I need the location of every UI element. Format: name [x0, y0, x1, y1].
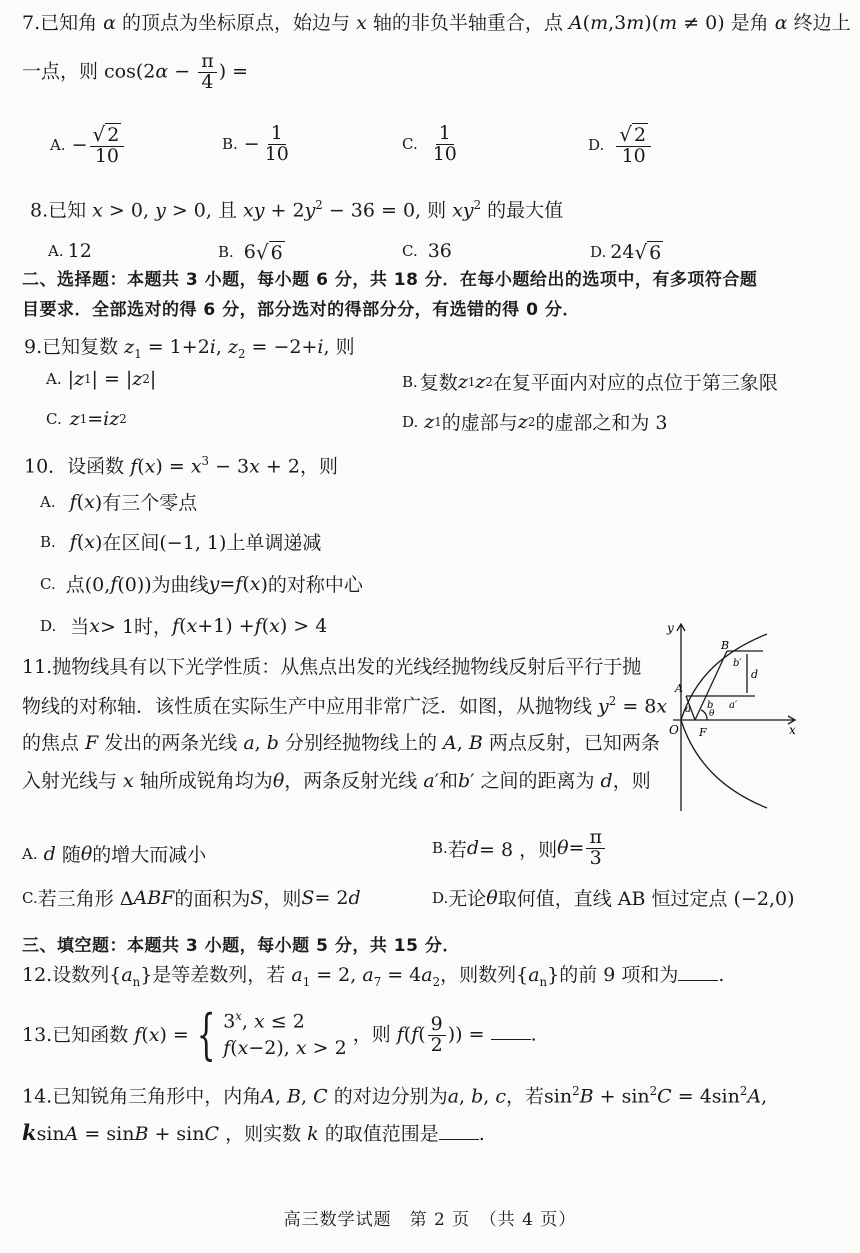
theta-arc: [701, 710, 707, 720]
q11-line2: 物线的对称轴．该性质在实际生产中应用非常广泛．如图，从抛物线 $y^2 = 8x$: [22, 694, 668, 718]
page-footer: 高三数学试题 第 2 页 （共 4 页）: [283, 1210, 577, 1230]
parabola-figure: [655, 616, 830, 816]
q11-option-b: B. 若 d = 8 ，则 θ = $\frac{\pi}{3}$: [432, 828, 607, 869]
q10-stem: 10．设函数 $f(x) = x^3 - 3x + 2$，则: [24, 454, 338, 478]
q14-line1: 14.已知锐角三角形中，内角A, B, C 的对边分别为a, b, c，若$\sin^2B + \sin^2C = 4\sin^2A$,: [22, 1084, 768, 1108]
q7-option-a: A. − $\frac{√ 2}{10}$: [50, 124, 126, 167]
q11-line1: 11.抛物线具有以下光学性质：从焦点出发的光线经抛物线反射后平行于抛: [22, 656, 642, 678]
label-d: d: [751, 668, 759, 681]
q10-option-c: C. 点(0, f (0))为曲线 y = f ( x )的对称中心: [40, 572, 363, 596]
q7-option-c: C. $\frac{1}{10}$: [402, 122, 457, 165]
q9-option-b: B. 复数 z 1 z 2 在复平面内对应的点位于第三象限: [402, 370, 778, 394]
q7-line1: 7.已知角 α 的顶点为坐标原点，始边与 x 轴的非负半轴重合，点 A(m,3m)(m ≠ 0) 是角 α 终边上: [22, 12, 851, 34]
q8-stem: 8.已知 x > 0, y > 0, 且 xy + $2y^2 - 36 = 0$, 则 $xy^2$ 的最大值: [30, 198, 564, 222]
q9-stem: 9.已知复数 $z_1 = 1+2i$, $z_2 = -2+i$, 则: [24, 336, 355, 361]
parabola-curve: [681, 634, 767, 808]
q8-option-a: A. 12: [48, 240, 92, 262]
label-b-prime: b′: [733, 658, 742, 669]
label-a-ray: a: [685, 704, 691, 715]
q11-option-d: D. 无论 θ 取何值，直线 AB 恒过定点 (−2,0): [432, 886, 795, 910]
label-a-point: A: [675, 682, 683, 695]
q9-option-a: A. | z 1 | = | z 2 |: [46, 368, 157, 390]
q9-option-c: C. z 1 = iz 2: [46, 408, 127, 430]
q13-stem: 13.已知函数 f(x) = { 3$^x$, x ≤ 2 f(x−2), x > 2 ，则 f(f( $\frac{9}{2}$ )) = .: [22, 1003, 537, 1066]
section2-heading-line1: 二、选择题：本题共 3 小题，每小题 6 分，共 18 分．在每小题给出的选项中，有多项符合题: [22, 270, 758, 290]
q9-option-d: D. z 1 的虚部与 z 2 的虚部之和为 3: [402, 410, 668, 434]
piecewise-brace: {: [196, 1003, 216, 1066]
q11-line4: 入射光线与 x 轴所成锐角均为θ，两条反射光线 a′和b′ 之间的距离为 d，则: [22, 770, 651, 792]
label-y: y: [667, 621, 674, 635]
q7-option-d: D. $\frac{√ 2}{10}$: [588, 124, 653, 167]
q10-option-a: A. f ( x )有三个零点: [40, 490, 198, 514]
piecewise-cases: 3$^x$, x ≤ 2 f(x−2), x > 2: [223, 1009, 347, 1060]
q7-line2: 一点，则 cos(2α − $\frac{\pi}{4}$ ) =: [22, 50, 249, 93]
q11-line3: 的焦点 F 发出的两条光线 a, b 分别经抛物线上的 A, B 两点反射，已知两条: [22, 732, 660, 754]
q8-option-d: D. 24 √ 6: [590, 240, 662, 264]
q8-option-b: B. 6 √ 6: [218, 240, 283, 264]
q8-option-c: C. 36: [402, 240, 452, 262]
label-f: F: [699, 726, 707, 739]
q11-option-c: C. 若三角形 Δ ABF 的面积为 S ，则 S = 2 d: [22, 886, 361, 910]
label-theta: θ: [709, 709, 715, 719]
q10-option-b: B. f ( x )在区间(−1, 1)上单调递减: [40, 530, 322, 554]
q11-option-a: A. d 随 θ 的增大而减小: [22, 842, 207, 866]
label-b-ray: b: [707, 700, 714, 711]
q12-stem: 12.设数列$\{a_n\}$是等差数列，若 $a_1 = 2$, $a_7 = 4a_2$，则数列$\{a_n\}$的前 9 项和为 .: [22, 964, 725, 989]
label-x: x: [789, 723, 796, 737]
label-a-prime: a′: [729, 700, 738, 711]
section2-heading-line2: 目要求．全部选对的得 6 分，部分选对的得部分分，有选错的得 0 分．: [22, 300, 580, 320]
q14-line2: ksinA = sinB + sinC ，则实数 k 的取值范围是 .: [22, 1120, 485, 1145]
q10-option-d: D. 当 x > 1时， f ( x +1) + f ( x ) > 4: [40, 614, 328, 638]
q7-option-b: B. − $\frac{1}{10}$: [222, 122, 289, 165]
section3-heading: 三、填空题：本题共 3 小题，每小题 5 分，共 15 分．: [22, 936, 460, 956]
label-b-point: B: [721, 639, 730, 652]
label-o: O: [669, 723, 679, 737]
